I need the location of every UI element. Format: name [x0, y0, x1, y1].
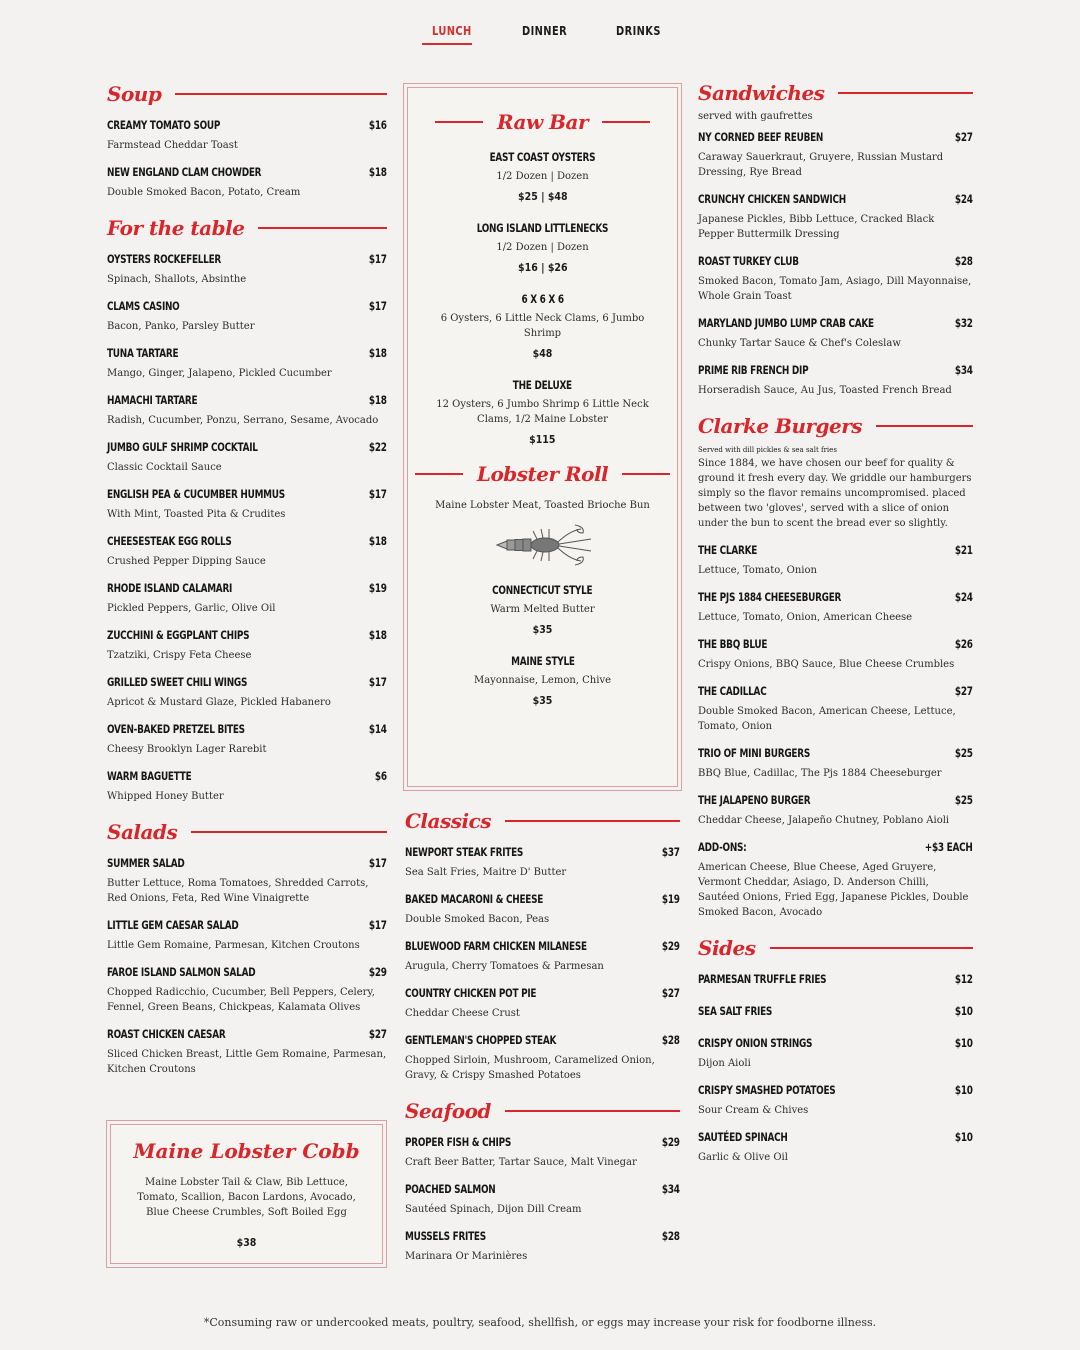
item-name: ENGLISH PEA & CUCUMBER HUMMUS — [107, 487, 285, 501]
menu-item — [107, 252, 387, 287]
item-price: +$3 EACH — [925, 840, 973, 854]
item-desc: Lettuce, Tomato, Onion — [698, 565, 817, 576]
menu-item-row — [698, 972, 973, 986]
item-price: $27 — [662, 986, 680, 1000]
salads-list — [107, 856, 387, 1077]
item-name: SAUTÉED SPINACH — [698, 1130, 788, 1144]
item-name: ADD-ONS: — [698, 840, 747, 854]
menu-item — [107, 1027, 387, 1077]
item-price: $29 — [662, 939, 680, 953]
section-rule — [602, 121, 650, 123]
item-price: $26 — [955, 637, 973, 651]
menu-item — [107, 487, 387, 522]
menu-item-row — [107, 118, 387, 132]
item-price: $17 — [369, 856, 387, 870]
footnote: *Consuming raw or undercooked meats, poultry, seafood, shellfish, or eggs may increase your risk for foodborne illness. — [203, 1316, 877, 1329]
sandwiches-list — [698, 130, 973, 398]
section-title: Sides — [698, 936, 756, 960]
menu-item — [698, 746, 973, 781]
menu-item-row — [107, 299, 387, 313]
menu-item-row — [107, 769, 387, 783]
menu-item-row — [107, 487, 387, 501]
menu-item — [405, 986, 680, 1021]
item-desc: With Mint, Toasted Pita & Crudites — [107, 509, 286, 520]
item-desc: Whipped Honey Butter — [107, 791, 224, 802]
lobster-roll-desc: Maine Lobster Meat, Toasted Brioche Bun — [435, 500, 650, 511]
item-desc: Garlic & Olive Oil — [698, 1152, 788, 1163]
menu-item — [698, 793, 973, 828]
item-name: CREAMY TOMATO SOUP — [107, 118, 221, 132]
section-rule — [838, 92, 973, 94]
raw-bar-box — [407, 87, 678, 787]
menu-item — [107, 675, 387, 710]
item-name: PROPER FISH & CHIPS — [405, 1135, 511, 1149]
item-desc: Farmstead Cheddar Toast — [107, 140, 238, 151]
menu-item-row — [698, 840, 973, 854]
section-title: Sandwiches — [698, 81, 825, 105]
menu-item-row — [698, 684, 973, 698]
menu-item — [698, 130, 973, 180]
menu-item — [428, 288, 657, 361]
section-soup-header — [107, 78, 387, 110]
menu-item — [107, 440, 387, 475]
item-desc: Smoked Bacon, Tomato Jam, Asiago, Dill Mayonnaise, Whole Grain Toast — [698, 276, 972, 302]
menu-item-row — [698, 637, 973, 651]
item-price: $10 — [955, 1083, 973, 1097]
menu-item-row — [698, 1083, 973, 1097]
item-desc: Radish, Cucumber, Ponzu, Serrano, Sesame, Avocado — [107, 415, 379, 426]
item-name: LONG ISLAND LITTLENECKS — [476, 221, 609, 235]
item-price: $17 — [369, 675, 387, 689]
item-desc: Bacon, Panko, Parsley Butter — [107, 321, 255, 332]
section-title: Soup — [107, 82, 162, 106]
item-price: $25 — [955, 746, 973, 760]
item-name: THE CLARKE — [698, 543, 758, 557]
menu-item — [428, 650, 657, 708]
item-name: 6 X 6 X 6 — [521, 292, 564, 306]
menu-item — [107, 581, 387, 616]
item-price: $18 — [369, 165, 387, 179]
item-name: COUNTRY CHICKEN POT PIE — [405, 986, 537, 1000]
item-desc: Double Smoked Bacon, American Cheese, Lettuce, Tomato, Onion — [698, 706, 956, 732]
item-name: THE JALAPENO BURGER — [698, 793, 811, 807]
item-name: ZUCCHINI & EGGPLANT CHIPS — [107, 628, 250, 642]
item-price: $12 — [955, 972, 973, 986]
section-rule — [770, 947, 973, 949]
item-name: POACHED SALMON — [405, 1182, 496, 1196]
section-burgers-header — [698, 410, 973, 442]
menu-item — [698, 1083, 973, 1118]
item-name: NEWPORT STEAK FRITES — [405, 845, 524, 859]
menu-item — [405, 1182, 680, 1217]
menu-item-row — [405, 1033, 680, 1047]
menu-item — [698, 840, 973, 920]
item-desc: Horseradish Sauce, Au Jus, Toasted French Bread — [698, 385, 952, 396]
menu-item — [698, 1004, 973, 1018]
menu-item-row — [405, 1182, 680, 1196]
item-desc: Mango, Ginger, Jalapeno, Pickled Cucumber — [107, 368, 332, 379]
menu-item — [107, 299, 387, 334]
classics-list — [405, 845, 680, 1083]
item-name: TRIO OF MINI BURGERS — [698, 746, 810, 760]
item-price: $28 — [955, 254, 973, 268]
menu-item-row — [698, 1004, 973, 1018]
item-name: CRISPY ONION STRINGS — [698, 1036, 813, 1050]
item-price: $24 — [955, 590, 973, 604]
item-desc: Tzatziki, Crispy Feta Cheese — [107, 650, 252, 661]
menu-item-row — [698, 746, 973, 760]
item-price: $29 — [662, 1135, 680, 1149]
cobb-price: $38 — [236, 1236, 257, 1249]
burgers-note: Served with dill pickles & sea salt fries — [698, 446, 837, 454]
section-rule — [191, 831, 387, 833]
item-name: RHODE ISLAND CALAMARI — [107, 581, 233, 595]
item-price: $32 — [955, 316, 973, 330]
item-price: $18 — [369, 393, 387, 407]
menu-item-row — [107, 675, 387, 689]
section-title: Seafood — [405, 1099, 491, 1123]
menu-item-row — [107, 856, 387, 870]
menu-item — [428, 374, 657, 447]
item-desc: Arugula, Cherry Tomatoes & Parmesan — [405, 961, 604, 972]
cobb-title: Maine Lobster Cobb — [133, 1139, 360, 1163]
menu-item-row — [405, 1135, 680, 1149]
active-tab-underline — [422, 43, 472, 45]
item-desc: Butter Lettuce, Roma Tomatoes, Shredded Carrots, Red Onions, Feta, Red Wine Vinaigrette — [107, 878, 369, 904]
menu-item-row — [698, 590, 973, 604]
burgers-intro: Since 1884, we have chosen our beef for quality & ground it fresh every day. We griddle our hamburgers simply so the flavor remains uncompromised. placed between two 'gloves', served with a slice of onion under the bun to scent the bread ever so slightly. — [698, 458, 972, 529]
sandwiches-subtitle: served with gaufrettes — [698, 111, 813, 122]
item-desc: Crispy Onions, BBQ Sauce, Blue Cheese Crumbles — [698, 659, 955, 670]
item-desc: Pickled Peppers, Garlic, Olive Oil — [107, 603, 276, 614]
item-price: $19 — [369, 581, 387, 595]
section-rule — [622, 473, 670, 475]
lobster-illustration-icon — [493, 521, 593, 569]
item-price: $17 — [369, 918, 387, 932]
item-name: THE BBQ BLUE — [698, 637, 768, 651]
menu-item — [698, 590, 973, 625]
item-name: OYSTERS ROCKEFELLER — [107, 252, 222, 266]
item-price: $6 — [375, 769, 387, 783]
item-name: MUSSELS FRITES — [405, 1229, 486, 1243]
item-desc: Crushed Pepper Dipping Sauce — [107, 556, 266, 567]
item-price: $24 — [955, 192, 973, 206]
item-name: ROAST TURKEY CLUB — [698, 254, 799, 268]
item-desc: 1/2 Dozen | Dozen — [496, 242, 589, 253]
item-price: $16 — [369, 118, 387, 132]
section-title: Lobster Roll — [476, 462, 609, 486]
middle-column — [405, 805, 680, 1276]
item-price: $18 — [369, 534, 387, 548]
menu-item — [428, 217, 657, 275]
item-desc: Sliced Chicken Breast, Little Gem Romaine, Parmesan, Kitchen Croutons — [107, 1049, 387, 1075]
item-price: $17 — [369, 487, 387, 501]
item-desc: Double Smoked Bacon, Peas — [405, 914, 550, 925]
menu-item-row — [107, 165, 387, 179]
item-desc: Chopped Sirloin, Mushroom, Caramelized Onion, Gravy, & Crispy Smashed Potatoes — [405, 1055, 655, 1081]
section-sides-header — [698, 932, 973, 964]
item-name: PARMESAN TRUFFLE FRIES — [698, 972, 827, 986]
item-desc: Sour Cream & Chives — [698, 1105, 809, 1116]
item-name: JUMBO GULF SHRIMP COCKTAIL — [107, 440, 258, 454]
item-price: $14 — [369, 722, 387, 736]
item-name: SUMMER SALAD — [107, 856, 185, 870]
item-name: CLAMS CASINO — [107, 299, 180, 313]
item-desc: Cheddar Cheese Crust — [405, 1008, 520, 1019]
item-price: $21 — [955, 543, 973, 557]
section-title: Raw Bar — [496, 110, 589, 134]
menu-item-row — [405, 892, 680, 906]
menu-item-row — [698, 192, 973, 206]
item-desc: Double Smoked Bacon, Potato, Cream — [107, 187, 301, 198]
item-name: FAROE ISLAND SALMON SALAD — [107, 965, 256, 979]
item-price: $10 — [955, 1130, 973, 1144]
menu-tabs — [0, 24, 1080, 50]
item-desc: 12 Oysters, 6 Jumbo Shrimp 6 Little Neck Clams, 1/2 Maine Lobster — [436, 399, 649, 425]
item-desc: Japanese Pickles, Bibb Lettuce, Cracked Black Pepper Buttermilk Dressing — [698, 214, 935, 240]
item-price: $27 — [955, 684, 973, 698]
menu-item-row — [698, 254, 973, 268]
item-name: CHEESESTEAK EGG ROLLS — [107, 534, 232, 548]
menu-item-row — [698, 543, 973, 557]
item-desc: Apricot & Mustard Glaze, Pickled Habanero — [107, 697, 331, 708]
section-title: Classics — [405, 809, 492, 833]
table-list — [107, 252, 387, 804]
item-desc: Dijon Aioli — [698, 1058, 751, 1069]
menu-item-row — [405, 939, 680, 953]
menu-item — [698, 1130, 973, 1165]
item-price: $10 — [955, 1004, 973, 1018]
section-rule — [175, 93, 387, 95]
item-price: $16 | $26 — [517, 261, 568, 274]
menu-item — [698, 972, 973, 986]
menu-item — [428, 579, 657, 637]
menu-item — [428, 146, 657, 204]
item-desc: Chunky Tartar Sauce & Chef's Coleslaw — [698, 338, 901, 349]
section-sandwiches-header — [698, 77, 973, 109]
item-desc: Cheddar Cheese, Jalapeño Chutney, Poblano Aioli — [698, 815, 950, 826]
item-desc: 1/2 Dozen | Dozen — [496, 171, 589, 182]
item-desc: 6 Oysters, 6 Little Neck Clams, 6 Jumbo Shrimp — [440, 313, 645, 339]
item-name: BLUEWOOD FARM CHICKEN MILANESE — [405, 939, 587, 953]
item-desc: Mayonnaise, Lemon, Chive — [473, 675, 612, 686]
menu-item-row — [107, 918, 387, 932]
menu-item — [405, 1135, 680, 1170]
menu-item-row — [107, 393, 387, 407]
item-name: THE CADILLAC — [698, 684, 767, 698]
item-desc: Lettuce, Tomato, Onion, American Cheese — [698, 612, 913, 623]
item-name: MARYLAND JUMBO LUMP CRAB CAKE — [698, 316, 874, 330]
menu-item-row — [107, 346, 387, 360]
menu-item-row — [107, 965, 387, 979]
item-desc: Marinara Or Marinières — [405, 1251, 528, 1262]
tab-lunch[interactable]: LUNCH — [432, 24, 472, 38]
section-salads-header — [107, 816, 387, 848]
item-name: ROAST CHICKEN CAESAR — [107, 1027, 226, 1041]
menu-item-row — [698, 793, 973, 807]
cobb-desc: Maine Lobster Tail & Claw, Bib Lettuce, Tomato, Scallion, Bacon Lardons, Avocado, Blue Cheese Crumbles, Soft Boiled Egg — [137, 1177, 356, 1218]
item-desc: Cheesy Brooklyn Lager Rarebit — [107, 744, 267, 755]
soup-list — [107, 118, 387, 200]
section-classics-header — [405, 805, 680, 837]
item-name: GRILLED SWEET CHILI WINGS — [107, 675, 248, 689]
menu-item — [405, 939, 680, 974]
section-rule — [258, 227, 387, 229]
item-name: MAINE STYLE — [510, 654, 575, 668]
item-price: $10 — [955, 1036, 973, 1050]
menu-item-row — [405, 1229, 680, 1243]
raw-bar-list — [428, 146, 657, 447]
item-name: GENTLEMAN'S CHOPPED STEAK — [405, 1033, 557, 1047]
lobster-cobb-box — [110, 1124, 383, 1264]
item-name: WARM BAGUETTE — [107, 769, 192, 783]
section-title: For the table — [107, 216, 245, 240]
menu-item — [107, 856, 387, 906]
menu-item — [698, 1036, 973, 1071]
left-column — [107, 78, 387, 1089]
menu-item-row — [698, 130, 973, 144]
item-price: $35 — [532, 694, 553, 707]
menu-item-row — [698, 316, 973, 330]
menu-item — [107, 118, 387, 153]
menu-item — [698, 192, 973, 242]
section-rule — [505, 1110, 680, 1112]
item-price: $25 — [955, 793, 973, 807]
item-price: $34 — [955, 363, 973, 377]
tab-drinks[interactable]: DRINKS — [616, 24, 661, 38]
item-price: $18 — [369, 346, 387, 360]
item-desc: Warm Melted Butter — [490, 604, 595, 615]
seafood-list — [405, 1135, 680, 1264]
section-lobster-roll-header — [428, 458, 657, 490]
item-price: $18 — [369, 628, 387, 642]
item-name: NY CORNED BEEF REUBEN — [698, 130, 824, 144]
item-price: $28 — [662, 1033, 680, 1047]
menu-item — [107, 165, 387, 200]
menu-item — [107, 393, 387, 428]
menu-item — [405, 892, 680, 927]
item-price: $17 — [369, 252, 387, 266]
menu-item — [405, 845, 680, 880]
item-price: $34 — [662, 1182, 680, 1196]
menu-item-row — [107, 252, 387, 266]
item-price: $29 — [369, 965, 387, 979]
item-price: $48 — [532, 347, 553, 360]
item-price: $27 — [955, 130, 973, 144]
menu-item-row — [107, 1027, 387, 1041]
item-desc: Sea Salt Fries, Maitre D' Butter — [405, 867, 567, 878]
item-name: LITTLE GEM CAESAR SALAD — [107, 918, 239, 932]
item-price: $27 — [369, 1027, 387, 1041]
item-desc: Chopped Radicchio, Cucumber, Bell Peppers, Celery, Fennel, Green Beans, Chickpeas, Kalamata Olives — [107, 987, 375, 1013]
section-rule — [435, 121, 483, 123]
menu-item — [698, 637, 973, 672]
item-price: $19 — [662, 892, 680, 906]
item-name: HAMACHI TARTARE — [107, 393, 198, 407]
item-name: CONNECTICUT STYLE — [492, 583, 593, 597]
item-name: BAKED MACARONI & CHEESE — [405, 892, 544, 906]
item-desc: BBQ Blue, Cadillac, The Pjs 1884 Cheeseburger — [698, 768, 942, 779]
menu-item — [698, 254, 973, 304]
item-price: $22 — [369, 440, 387, 454]
menu-item — [107, 722, 387, 757]
item-name: OVEN-BAKED PRETZEL BITES — [107, 722, 245, 736]
menu-item — [107, 965, 387, 1015]
menu-item-row — [107, 534, 387, 548]
menu-item-row — [107, 440, 387, 454]
lobster-roll-list — [428, 579, 657, 708]
item-name: SEA SALT FRIES — [698, 1004, 773, 1018]
item-desc: Little Gem Romaine, Parmesan, Kitchen Croutons — [107, 940, 360, 951]
menu-item — [107, 628, 387, 663]
item-name: THE PJS 1884 CHEESEBURGER — [698, 590, 842, 604]
section-title: Clarke Burgers — [698, 414, 863, 438]
item-name: CRISPY SMASHED POTATOES — [698, 1083, 836, 1097]
item-price: $37 — [662, 845, 680, 859]
menu-item-row — [107, 722, 387, 736]
section-seafood-header — [405, 1095, 680, 1127]
menu-item — [107, 346, 387, 381]
item-price: $28 — [662, 1229, 680, 1243]
menu-item — [698, 363, 973, 398]
burgers-list — [698, 543, 973, 920]
menu-item-row — [698, 1130, 973, 1144]
section-raw-bar-header — [428, 106, 657, 138]
menu-item-row — [107, 628, 387, 642]
menu-item-row — [107, 581, 387, 595]
section-rule — [415, 473, 463, 475]
section-rule — [876, 425, 973, 427]
item-desc: Craft Beer Batter, Tartar Sauce, Malt Vinegar — [405, 1157, 637, 1168]
sides-list — [698, 972, 973, 1165]
menu-item — [405, 1229, 680, 1264]
menu-item — [107, 918, 387, 953]
item-name: EAST COAST OYSTERS — [489, 150, 596, 164]
item-desc: Sautéed Spinach, Dijon Dill Cream — [405, 1204, 582, 1215]
item-name: THE DELUXE — [512, 378, 573, 392]
item-desc: Caraway Sauerkraut, Gruyere, Russian Mustard Dressing, Rye Bread — [698, 152, 944, 178]
tab-dinner[interactable]: DINNER — [522, 24, 568, 38]
item-desc: Spinach, Shallots, Absinthe — [107, 274, 247, 285]
menu-item-row — [405, 845, 680, 859]
menu-item — [698, 316, 973, 351]
right-column — [698, 77, 973, 1177]
item-name: PRIME RIB FRENCH DIP — [698, 363, 809, 377]
item-desc: Classic Cocktail Sauce — [107, 462, 222, 473]
item-price: $35 — [532, 623, 553, 636]
item-name: TUNA TARTARE — [107, 346, 179, 360]
menu-item — [107, 534, 387, 569]
menu-item-row — [698, 1036, 973, 1050]
section-rule — [505, 820, 680, 822]
menu-item — [698, 684, 973, 734]
menu-item — [405, 1033, 680, 1083]
section-title: Salads — [107, 820, 178, 844]
item-price: $115 — [529, 433, 556, 446]
menu-item — [107, 769, 387, 804]
item-name: NEW ENGLAND CLAM CHOWDER — [107, 165, 262, 179]
item-name: CRUNCHY CHICKEN SANDWICH — [698, 192, 846, 206]
menu-item-row — [405, 986, 680, 1000]
menu-item — [698, 543, 973, 578]
section-table-header — [107, 212, 387, 244]
menu-item-row — [698, 363, 973, 377]
item-price: $17 — [369, 299, 387, 313]
item-price: $25 | $48 — [517, 190, 568, 203]
item-desc: American Cheese, Blue Cheese, Aged Gruyere, Vermont Cheddar, Asiago, D. Anderson Chilli, Sautéed Onions, Fried Egg, Japanese Pickles, Double Smoked Bacon, Avocado — [698, 862, 969, 918]
